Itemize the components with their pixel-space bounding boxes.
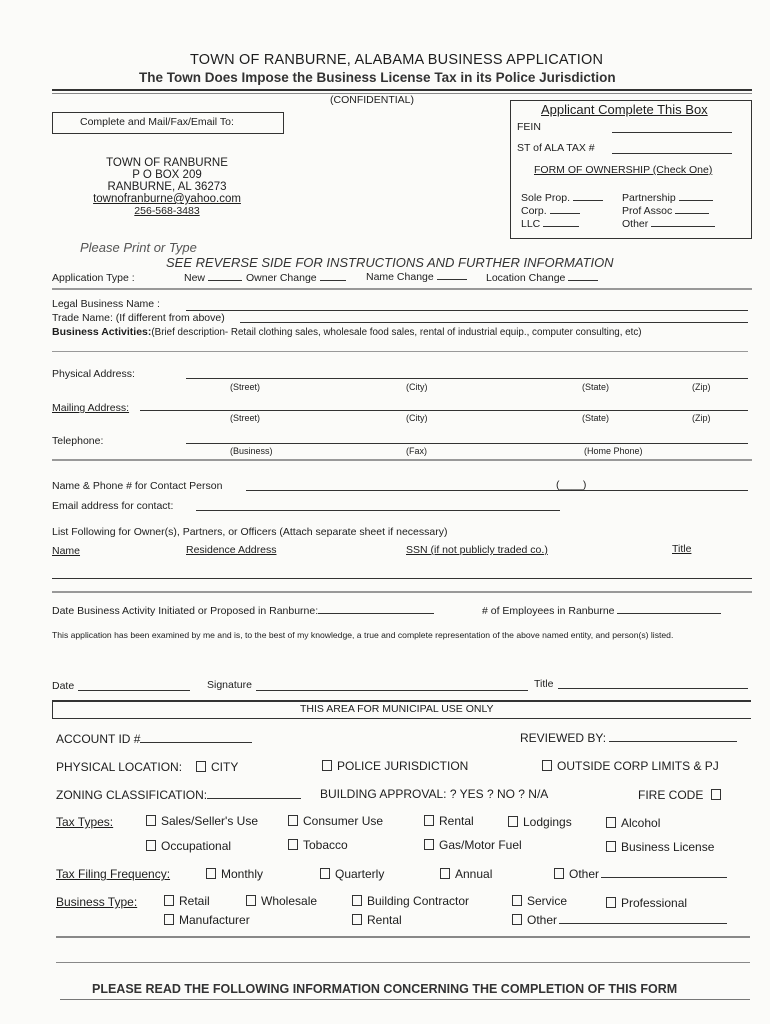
activities-description: (Brief description- Retail clothing sales, wholesale food sales, rental of industrial equip., computer consulting, etc) [151, 327, 642, 338]
account-id-field[interactable] [140, 733, 252, 743]
alcohol-label: Alcohol [621, 816, 661, 830]
rule-2 [52, 459, 752, 461]
rental-checkbox[interactable] [424, 815, 434, 826]
tobacco-label: Tobacco [303, 838, 348, 852]
corp-label: Corp. [521, 205, 547, 217]
sig-title-label: Title [534, 678, 554, 690]
annual-label: Annual [455, 867, 493, 881]
outside-label: OUTSIDE CORP LIMITS & PJ [557, 759, 719, 773]
reverse-side-instruction: SEE REVERSE SIDE FOR INSTRUCTIONS AND FURTHER INFORMATION [166, 255, 614, 270]
prof-assoc-label: Prof Assoc [622, 205, 673, 217]
st-tax-label: ST of ALA TAX # [517, 142, 595, 154]
physical-state-caption: (State) [582, 382, 610, 392]
business-license-label: Business License [621, 840, 715, 854]
gas-checkbox[interactable] [424, 839, 434, 850]
mailing-address-field[interactable] [140, 410, 748, 411]
alcohol-checkbox[interactable] [606, 817, 616, 828]
contact-person-label: Name & Phone # for Contact Person [52, 480, 223, 492]
footer-notice: PLEASE READ THE FOLLOWING INFORMATION CONCERNING THE COMPLETION OF THIS FORM [92, 982, 678, 996]
physical-address-field[interactable] [186, 378, 748, 379]
applicant-box-title: Applicant Complete This Box [541, 102, 708, 117]
reviewed-by-text: REVIEWED BY: [520, 731, 607, 745]
st-tax-field[interactable] [612, 153, 732, 154]
physical-location-label: PHYSICAL LOCATION: [56, 760, 183, 774]
legal-name-field[interactable] [186, 310, 748, 311]
lodgings-label: Lodgings [523, 815, 572, 829]
occupational-label: Occupational [161, 839, 232, 853]
rental-label: Rental [439, 814, 474, 828]
btype-professional[interactable] [606, 896, 687, 910]
partnership-label: Partnership [622, 192, 676, 204]
owner-ssn-header: SSN (if not publicly traded co.) [406, 544, 548, 556]
footer-rule [60, 999, 750, 1000]
form-subtitle: The Town Does Impose the Business License Tax in its Police Jurisdiction [139, 70, 616, 85]
contact-email-field[interactable] [196, 510, 560, 511]
rental2-checkbox[interactable] [352, 914, 362, 925]
activity-date-label [52, 604, 434, 617]
corp-option[interactable] [521, 204, 580, 217]
btype-other-label: Other [527, 913, 558, 927]
service-label: Service [527, 894, 568, 908]
confidential-label: (CONFIDENTIAL) [330, 94, 414, 106]
tax-gas[interactable] [424, 838, 522, 852]
physical-street-caption: (Street) [230, 382, 261, 392]
form-title: TOWN OF RANBURNE, ALABAMA BUSINESS APPLICATION [190, 52, 604, 68]
signature-field[interactable] [256, 690, 528, 691]
contact-email-label: Email address for contact: [52, 500, 174, 512]
retail-label: Retail [179, 894, 210, 908]
professional-label: Professional [621, 896, 688, 910]
activities-label: Business Activities: [52, 326, 152, 338]
filing-other-field[interactable] [601, 868, 727, 878]
manufacturer-label: Manufacturer [179, 913, 250, 927]
tax-sales[interactable] [146, 814, 258, 828]
contact-person-field[interactable] [246, 490, 748, 491]
filing-quarterly[interactable] [320, 867, 384, 881]
annual-checkbox[interactable] [440, 868, 450, 879]
mail-to-label: Complete and Mail/Fax/Email To: [80, 116, 234, 128]
tax-tobacco[interactable] [288, 838, 348, 852]
building-contractor-checkbox[interactable] [352, 895, 362, 906]
mailing-street-caption: (Street) [230, 413, 261, 423]
owner-name-header: Name [52, 545, 81, 557]
btype-building-contractor[interactable] [352, 894, 469, 908]
rule-4 [56, 936, 750, 938]
mailing-city-caption: (City) [406, 413, 428, 423]
occupational-checkbox[interactable] [146, 840, 156, 851]
tax-alcohol[interactable] [606, 816, 660, 830]
rule-3 [52, 591, 752, 593]
filing-monthly[interactable] [206, 867, 263, 881]
monthly-checkbox[interactable] [206, 868, 216, 879]
activity-date-text: Date Business Activity Initiated or Proposed in Ranburne: [52, 605, 319, 617]
app-type-owner-change[interactable] [246, 271, 346, 284]
mail-email[interactable]: townofranburne@yahoo.com [93, 193, 241, 205]
mailing-state-caption: (State) [582, 413, 610, 423]
signature-label: Signature [207, 679, 252, 691]
fein-field[interactable] [612, 132, 732, 133]
app-type-name-change[interactable] [366, 270, 467, 283]
location-pj-option[interactable] [322, 759, 468, 773]
location-outside-option[interactable] [542, 759, 719, 773]
business-type-label: Business Type: [56, 895, 138, 909]
business-license-checkbox[interactable] [606, 841, 616, 852]
mail-pobox: P O BOX 209 [132, 169, 202, 181]
btype-manufacturer[interactable] [164, 913, 250, 927]
wholesale-label: Wholesale [261, 894, 318, 908]
employees-field[interactable] [617, 604, 721, 614]
owner-title-header: Title [672, 543, 692, 555]
btype-wholesale[interactable] [246, 894, 317, 908]
mail-to-address [52, 135, 282, 237]
sales-label: Sales/Seller's Use [161, 814, 258, 828]
quarterly-label: Quarterly [335, 867, 385, 881]
consumer-use-checkbox[interactable] [288, 815, 298, 826]
filing-annual[interactable] [440, 867, 492, 881]
other-option[interactable] [622, 217, 715, 230]
employees-label [482, 604, 721, 617]
mail-town: TOWN OF RANBURNE [106, 157, 228, 169]
zoning-label [56, 788, 301, 802]
business-phone-caption: (Business) [230, 446, 273, 456]
partnership-option[interactable] [622, 191, 713, 204]
outside-checkbox[interactable] [542, 760, 552, 771]
wholesale-checkbox[interactable] [246, 895, 256, 906]
fire-code-checkbox[interactable] [711, 789, 721, 800]
zoning-text: ZONING CLASSIFICATION: [56, 788, 208, 802]
print-instruction: Please Print or Type [80, 240, 197, 255]
filing-other-label: Other [569, 867, 600, 881]
name-change-label: Name Change [366, 271, 434, 283]
physical-zip-caption: (Zip) [692, 382, 711, 392]
pj-checkbox[interactable] [322, 760, 332, 771]
mailing-zip-caption: (Zip) [692, 413, 711, 423]
mail-citystate: RANBURNE, AL 36273 [107, 181, 227, 193]
building-contractor-label: Building Contractor [367, 894, 470, 908]
trade-name-field[interactable] [240, 322, 748, 323]
account-id-text: ACCOUNT ID # [56, 732, 141, 746]
fire-code-label: FIRE CODE [638, 788, 704, 802]
sales-checkbox[interactable] [146, 815, 156, 826]
rental2-label: Rental [367, 913, 402, 927]
fire-code-option[interactable] [638, 788, 726, 802]
city-label: CITY [211, 760, 239, 774]
consumer-use-label: Consumer Use [303, 814, 384, 828]
employees-text: # of Employees in Ranburne [482, 605, 615, 617]
gas-label: Gas/Motor Fuel [439, 838, 522, 852]
home-phone-caption: (Home Phone) [584, 446, 643, 456]
owner-row-1[interactable] [52, 578, 752, 579]
llc-label: LLC [521, 218, 541, 230]
rule-1 [52, 288, 752, 290]
new-label: New [184, 272, 206, 284]
city-checkbox[interactable] [196, 761, 206, 772]
btype-retail[interactable] [164, 894, 210, 908]
reviewed-by-field[interactable] [609, 732, 737, 742]
manufacturer-checkbox[interactable] [164, 914, 174, 925]
municipal-header: THIS AREA FOR MUNICIPAL USE ONLY [300, 703, 494, 715]
trade-name-label: Trade Name: (If different from above) [52, 312, 225, 324]
btype-other-field[interactable] [559, 914, 727, 924]
app-type-label: Application Type : [52, 272, 135, 284]
certification-text: This application has been examined by me and is, to the best of my knowledge, a true and complete representation of the above named entity, and person(s) listed. [52, 630, 674, 640]
prof-assoc-option[interactable] [622, 204, 709, 217]
mail-phone: 256-568-3483 [134, 205, 200, 217]
tax-types-label: Tax Types: [56, 815, 114, 829]
fein-label: FEIN [517, 121, 541, 133]
telephone-field[interactable] [186, 443, 748, 444]
owner-residence-header: Residence Address [186, 544, 277, 556]
physical-address-label: Physical Address: [52, 368, 135, 380]
location-city-option[interactable] [196, 760, 238, 774]
reviewed-by-label [520, 731, 737, 745]
physical-city-caption: (City) [406, 382, 428, 392]
monthly-label: Monthly [221, 867, 264, 881]
tax-rental[interactable] [424, 814, 474, 828]
quarterly-checkbox[interactable] [320, 868, 330, 879]
pj-label: POLICE JURISDICTION [337, 759, 469, 773]
header-rule [52, 89, 752, 91]
retail-checkbox[interactable] [164, 895, 174, 906]
activities-field[interactable] [52, 351, 748, 352]
contact-area-code: (____) [556, 479, 587, 491]
tobacco-checkbox[interactable] [288, 839, 298, 850]
other-ownership-label: Other [622, 218, 649, 230]
btype-rental[interactable] [352, 913, 402, 927]
filing-frequency-label: Tax Filing Frequency: [56, 867, 171, 881]
account-id-label [56, 732, 252, 746]
filing-other-checkbox[interactable] [554, 868, 564, 879]
telephone-label: Telephone: [52, 435, 104, 447]
service-checkbox[interactable] [512, 895, 522, 906]
lodgings-checkbox[interactable] [508, 816, 518, 827]
tax-lodgings[interactable] [508, 815, 572, 829]
building-approval[interactable]: BUILDING APPROVAL: ? YES ? NO ? N/A [320, 787, 549, 801]
sole-prop-label: Sole Prop. [521, 192, 571, 204]
sole-prop-option[interactable] [521, 191, 603, 204]
sig-title-field[interactable] [558, 688, 748, 689]
btype-service[interactable] [512, 894, 567, 908]
tax-consumer-use[interactable] [288, 814, 383, 828]
rule-5 [56, 962, 750, 963]
professional-checkbox[interactable] [606, 897, 616, 908]
fax-caption: (Fax) [406, 446, 427, 456]
location-change-label: Location Change [486, 272, 566, 284]
owner-change-label: Owner Change [246, 272, 317, 284]
sig-date-field[interactable] [78, 690, 190, 691]
app-type-location-change[interactable] [486, 271, 598, 284]
owners-intro: List Following for Owner(s), Partners, or Officers (Attach separate sheet if necessary) [52, 526, 448, 538]
sig-date-label: Date [52, 680, 75, 692]
ownership-title: FORM OF OWNERSHIP (Check One) [534, 164, 713, 176]
btype-other-checkbox[interactable] [512, 914, 522, 925]
activity-date-field[interactable] [318, 604, 434, 614]
llc-option[interactable] [521, 217, 579, 230]
legal-name-label: Legal Business Name : [52, 298, 160, 310]
btype-other[interactable] [512, 913, 727, 927]
tax-business-license[interactable] [606, 840, 714, 854]
mailing-address-label: Mailing Address: [52, 402, 130, 414]
filing-other[interactable] [554, 867, 727, 881]
tax-occupational[interactable] [146, 839, 231, 853]
app-type-new[interactable] [184, 271, 242, 284]
zoning-field[interactable] [207, 789, 301, 799]
